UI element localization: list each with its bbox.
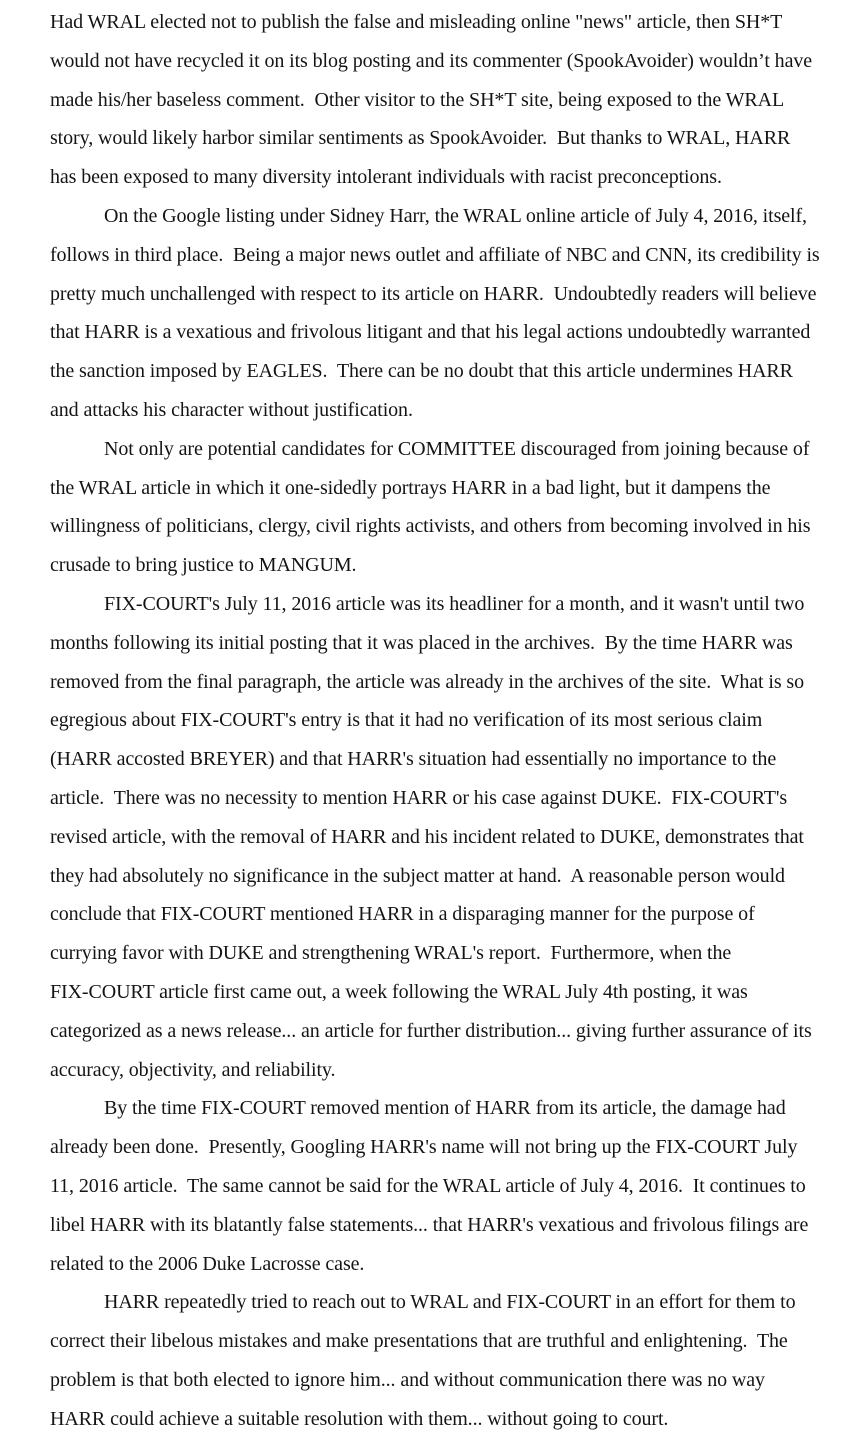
text-line: that HARR is a vexatious and frivolous litigant and that his legal actions undoubtedly warranted [50, 321, 811, 344]
text-line: HARR could achieve a suitable resolution with them... without going to court. [50, 1407, 669, 1430]
text-line: egregious about FIX-COURT's entry is that it had no verification of its most serious claim [50, 709, 763, 732]
text-line: has been exposed to many diversity intolerant individuals with racist preconceptions. [50, 166, 722, 189]
text-line: correct their libelous mistakes and make presentations that are truthful and enlightening. The [50, 1330, 788, 1353]
text-line: crusade to bring justice to MANGUM. [50, 554, 357, 577]
text-line: Not only are potential candidates for COMMITTEE discouraged from joining because of [104, 437, 810, 460]
text-line: willingness of politicians, clergy, civil rights activists, and others from becoming involved in his [50, 515, 811, 538]
paragraph [50, 1283, 806, 1438]
paragraph [50, 3, 813, 197]
text-line: conclude that FIX-COURT mentioned HARR in a disparaging manner for the purpose of [50, 903, 755, 926]
text-line: and attacks his character without justification. [50, 398, 413, 421]
text-line: FIX-COURT article first came out, a week following the WRAL July 4th posting, it was [50, 980, 748, 1003]
text-line: libel HARR with its blatantly false statements... that HARR's vexatious and frivolous filings are [50, 1213, 809, 1236]
text-line: the WRAL article in which it one-sidedly portrays HARR in a bad light, but it dampens the [50, 476, 771, 499]
text-line: revised article, with the removal of HARR and his incident related to DUKE, demonstrates that [50, 825, 804, 848]
paragraph [50, 430, 811, 585]
text-line: On the Google listing under Sidney Harr, the WRAL online article of July 4, 2016, itself, [104, 204, 807, 227]
text-line: Had WRAL elected not to publish the false and misleading online "news" article, then SH*T [50, 11, 783, 33]
text-line: removed from the final paragraph, the article was already in the archives of the site. What is so [50, 670, 804, 693]
text-line: follows in third place. Being a major news outlet and affiliate of NBC and CNN, its credibility is [50, 243, 820, 266]
text-line: problem is that both elected to ignore him... and without communication there was no way [50, 1368, 765, 1391]
paragraph [50, 197, 820, 430]
text-line: categorized as a news release... an article for further distribution... giving further assurance of its [50, 1019, 812, 1042]
text-line: 11, 2016 article. The same cannot be said for the WRAL article of July 4, 2016. It continues to [50, 1174, 806, 1197]
text-line: would not have recycled it on its blog posting and its commenter (SpookAvoider) wouldn’t have [50, 49, 813, 72]
text-line: currying favor with DUKE and strengthening WRAL's report. Furthermore, when the [50, 942, 732, 965]
text-line: story, would likely harbor similar sentiments as SpookAvoider. But thanks to WRAL, HARR [50, 127, 791, 150]
text-line: accuracy, objectivity, and reliability. [50, 1058, 336, 1081]
text-line: By the time FIX-COURT removed mention of HARR from its article, the damage had [104, 1097, 786, 1120]
text-line: already been done. Presently, Googling HARR's name will not bring up the FIX-COURT July [50, 1136, 798, 1159]
text-line: HARR repeatedly tried to reach out to WRAL and FIX-COURT in an effort for them to [104, 1291, 796, 1314]
text-line: they had absolutely no significance in the subject matter at hand. A reasonable person would [50, 864, 785, 887]
paragraph [50, 585, 812, 1089]
paragraph [50, 1089, 809, 1283]
text-line: FIX-COURT's July 11, 2016 article was its headliner for a month, and it wasn't until two [104, 592, 805, 615]
text-line: (HARR accosted BREYER) and that HARR's situation had essentially no importance to the [50, 748, 777, 771]
text-line: made his/her baseless comment. Other visitor to the SH*T site, being exposed to the WRAL [50, 88, 785, 111]
text-line: the sanction imposed by EAGLES. There can be no doubt that this article undermines HARR [50, 360, 793, 383]
text-line: related to the 2006 Duke Lacrosse case. [50, 1252, 365, 1275]
text-line: months following its initial posting that it was placed in the archives. By the time HARR was [50, 631, 793, 654]
text-line: pretty much unchallenged with respect to its article on HARR. Undoubtedly readers will believe [50, 282, 817, 305]
text-line: article. There was no necessity to mention HARR or his case against DUKE. FIX-COURT's [50, 786, 788, 809]
